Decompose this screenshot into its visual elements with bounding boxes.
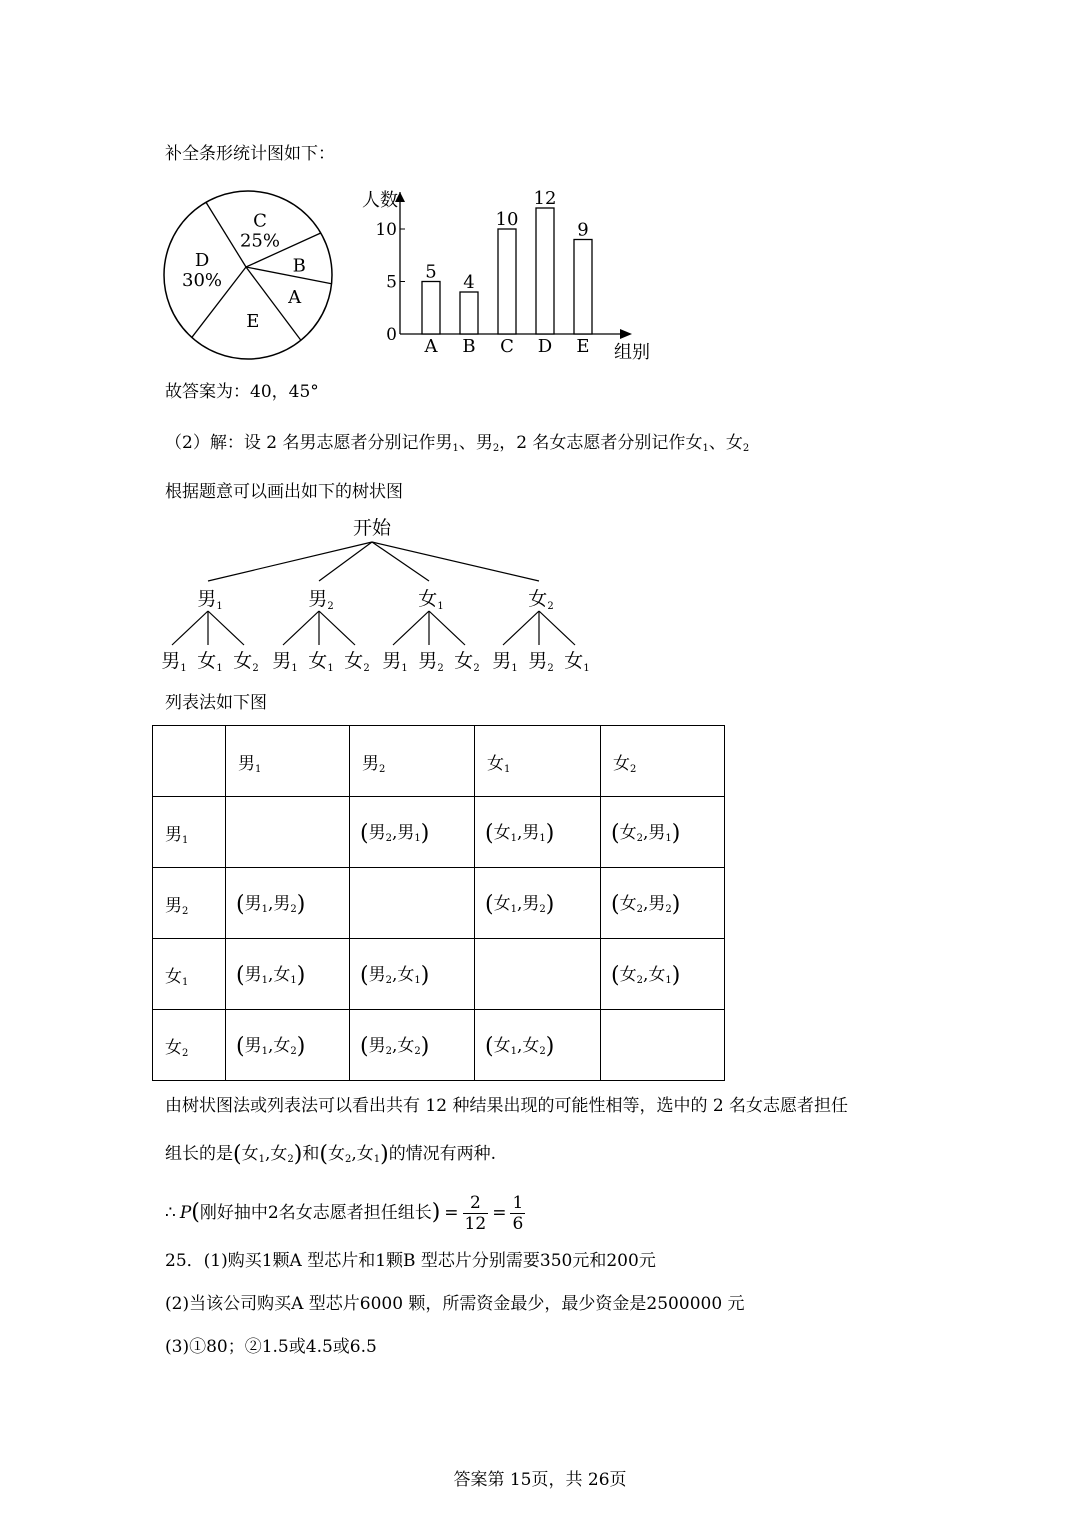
- table-cell: (男$_2$,女$_2$): [350, 1010, 475, 1081]
- table-header-cell: 男$_2$: [350, 726, 475, 797]
- pie-slice-label-C: C: [253, 210, 267, 232]
- table-cell: (女$_1$,男$_1$): [475, 797, 601, 868]
- table-cell: [475, 939, 601, 1010]
- tree-node-l2-3-1: 男$_2$: [528, 650, 554, 674]
- tree-node-l2-0-1: 女$_1$: [197, 650, 223, 674]
- table-cell: (男$_1$,女$_1$): [226, 939, 350, 1010]
- table-cell: [350, 868, 475, 939]
- bar-value-D: 12: [533, 188, 557, 209]
- x-tick-label-D: D: [537, 336, 553, 357]
- x-axis-arrow: [620, 329, 632, 339]
- bar-value-A: 5: [425, 261, 437, 283]
- table-cell: (女$_1$,女$_2$): [475, 1010, 601, 1081]
- conclusion-line2: 组长的是(女$_1$,女$_2$)和(女$_2$,女$_1$)的情况有两种.: [165, 1142, 497, 1167]
- x-tick-label-B: B: [462, 336, 476, 357]
- q25-part3: (3)①80；②1.5或4.5或6.5: [165, 1337, 377, 1357]
- conclusion-line1: 由树状图法或列表法可以看出共有 12 种结果出现的可能性相等，选中的 2 名女志愿者担任: [165, 1096, 849, 1116]
- q25-part2: (2)当该公司购买A 型芯片6000 颗，所需资金最少，最少资金是2500000 元: [165, 1294, 745, 1314]
- x-tick-label-E: E: [576, 336, 590, 357]
- y-tick-label-5: 5: [386, 272, 397, 293]
- tree-node-l1-1: 男$_2$: [308, 588, 334, 612]
- tree-branch: [208, 542, 372, 581]
- table-row-head: 男$_1$: [153, 797, 226, 868]
- tree-node-l1-3: 女$_2$: [528, 588, 554, 612]
- table-cell: (女$_2$,女$_1$): [601, 939, 725, 1010]
- bar-C: [498, 229, 516, 334]
- bar-chart: [350, 177, 670, 367]
- table-intro: 列表法如下图: [165, 693, 267, 713]
- bar-value-B: 4: [463, 272, 475, 293]
- table-cell: (男$_1$,男$_2$): [226, 868, 350, 939]
- page-footer: 答案第 15页，共 26页: [453, 1470, 627, 1490]
- tree-node-l2-1-1: 女$_1$: [308, 650, 334, 674]
- pie-slice-label-D: D: [194, 250, 210, 272]
- table-cell: (男$_1$,女$_2$): [226, 1010, 350, 1081]
- pie-slice-percent-C: 25%: [239, 230, 280, 252]
- outcome-table: [152, 725, 725, 1081]
- tree-branch: [208, 611, 244, 645]
- tree-branch: [503, 611, 539, 645]
- y-axis-label: 人数: [362, 190, 398, 211]
- x-tick-label-A: A: [424, 336, 438, 357]
- table-corner-cell: [153, 726, 226, 797]
- tree-branch: [372, 542, 539, 581]
- bar-A: [422, 282, 440, 335]
- tree-node-l2-0-0: 男$_1$: [161, 650, 187, 674]
- y-tick-label-0: 0: [386, 325, 397, 345]
- tree-node-l2-2-0: 男$_1$: [382, 650, 408, 674]
- pie-slice-percent-D: 30%: [182, 270, 223, 292]
- tree-intro: 根据题意可以画出如下的树状图: [165, 482, 403, 502]
- table-cell: (男$_2$,女$_1$): [350, 939, 475, 1010]
- tree-node-l2-1-2: 女$_2$: [344, 650, 370, 674]
- tree-branch: [283, 611, 319, 645]
- table-header-cell: 女$_2$: [601, 726, 725, 797]
- tree-node-l2-2-1: 男$_2$: [418, 650, 444, 674]
- tree-branch: [372, 542, 429, 581]
- x-axis-label: 组别: [614, 342, 650, 363]
- tree-node-l2-3-0: 男$_1$: [492, 650, 518, 674]
- table-row: [153, 797, 725, 868]
- part2-statement: （2）解：设 2 名男志愿者分别记作男$_1$、男$_2$，2 名女志愿者分别记作女$_1$、女$_2$: [165, 433, 750, 454]
- table-cell: (女$_2$,男$_1$): [601, 797, 725, 868]
- fraction-2-12: $\frac{2}{12}$: [464, 1192, 487, 1234]
- pie-slice-label-B: B: [292, 255, 306, 277]
- tree-branch: [393, 611, 429, 645]
- bar-value-C: 10: [495, 209, 519, 230]
- bar-E: [574, 240, 592, 335]
- table-row: [153, 1010, 725, 1081]
- bar-D: [536, 208, 554, 334]
- table-cell: (女$_1$,男$_2$): [475, 868, 601, 939]
- y-tick-label-10: 10: [375, 220, 397, 240]
- tree-root: 开始: [352, 517, 392, 539]
- table-row-head: 女$_1$: [153, 939, 226, 1010]
- table-row-head: 女$_2$: [153, 1010, 226, 1081]
- tree-branch: [172, 611, 208, 645]
- pie-slice-label-A: A: [288, 287, 302, 309]
- tree-branch: [319, 611, 355, 645]
- tree-node-l2-2-2: 女$_2$: [454, 650, 480, 674]
- bar-B: [460, 292, 478, 334]
- table-header-cell: 男$_1$: [226, 726, 350, 797]
- tree-node-l2-3-2: 女$_1$: [564, 650, 590, 674]
- pie-slice-label-E: E: [246, 311, 260, 333]
- pair-b: (女$_2$,女$_1$): [319, 1142, 389, 1167]
- fraction-1-6: $\frac{1}{6}$: [512, 1192, 524, 1234]
- intro-text: 补全条形统计图如下：: [165, 144, 335, 164]
- pie-divider: [246, 267, 332, 284]
- tree-node-l1-0: 男$_1$: [197, 588, 223, 612]
- table-cell: [601, 1010, 725, 1081]
- pair-a: (女$_1$,女$_2$): [233, 1142, 303, 1167]
- probability-line: ∴ P ( 刚好抽中2名女志愿者担任组长 ) = $\frac{2}{12}$ = $\frac{1}{6}$: [165, 1192, 524, 1234]
- table-header-cell: 女$_1$: [475, 726, 601, 797]
- tree-diagram: [150, 510, 610, 680]
- x-tick-label-C: C: [500, 336, 514, 357]
- table-row: [153, 868, 725, 939]
- pie-chart: [158, 185, 338, 365]
- table-row-head: 男$_2$: [153, 868, 226, 939]
- answer-1: 故答案为：40，45°: [165, 382, 319, 402]
- bar-value-E: 9: [577, 219, 589, 241]
- tree-branch: [429, 611, 465, 645]
- table-cell: (女$_2$,男$_2$): [601, 868, 725, 939]
- table-row: [153, 939, 725, 1010]
- table-header-row: [153, 726, 725, 797]
- tree-node-l2-1-0: 男$_1$: [272, 650, 298, 674]
- tree-branch: [539, 611, 575, 645]
- tree-node-l1-2: 女$_1$: [418, 588, 444, 612]
- table-cell: (男$_2$,男$_1$): [350, 797, 475, 868]
- q25-part1: 25．(1)购买1颗A 型芯片和1颗B 型芯片分别需要350元和200元: [165, 1251, 656, 1271]
- table-cell: [226, 797, 350, 868]
- tree-node-l2-0-2: 女$_2$: [233, 650, 259, 674]
